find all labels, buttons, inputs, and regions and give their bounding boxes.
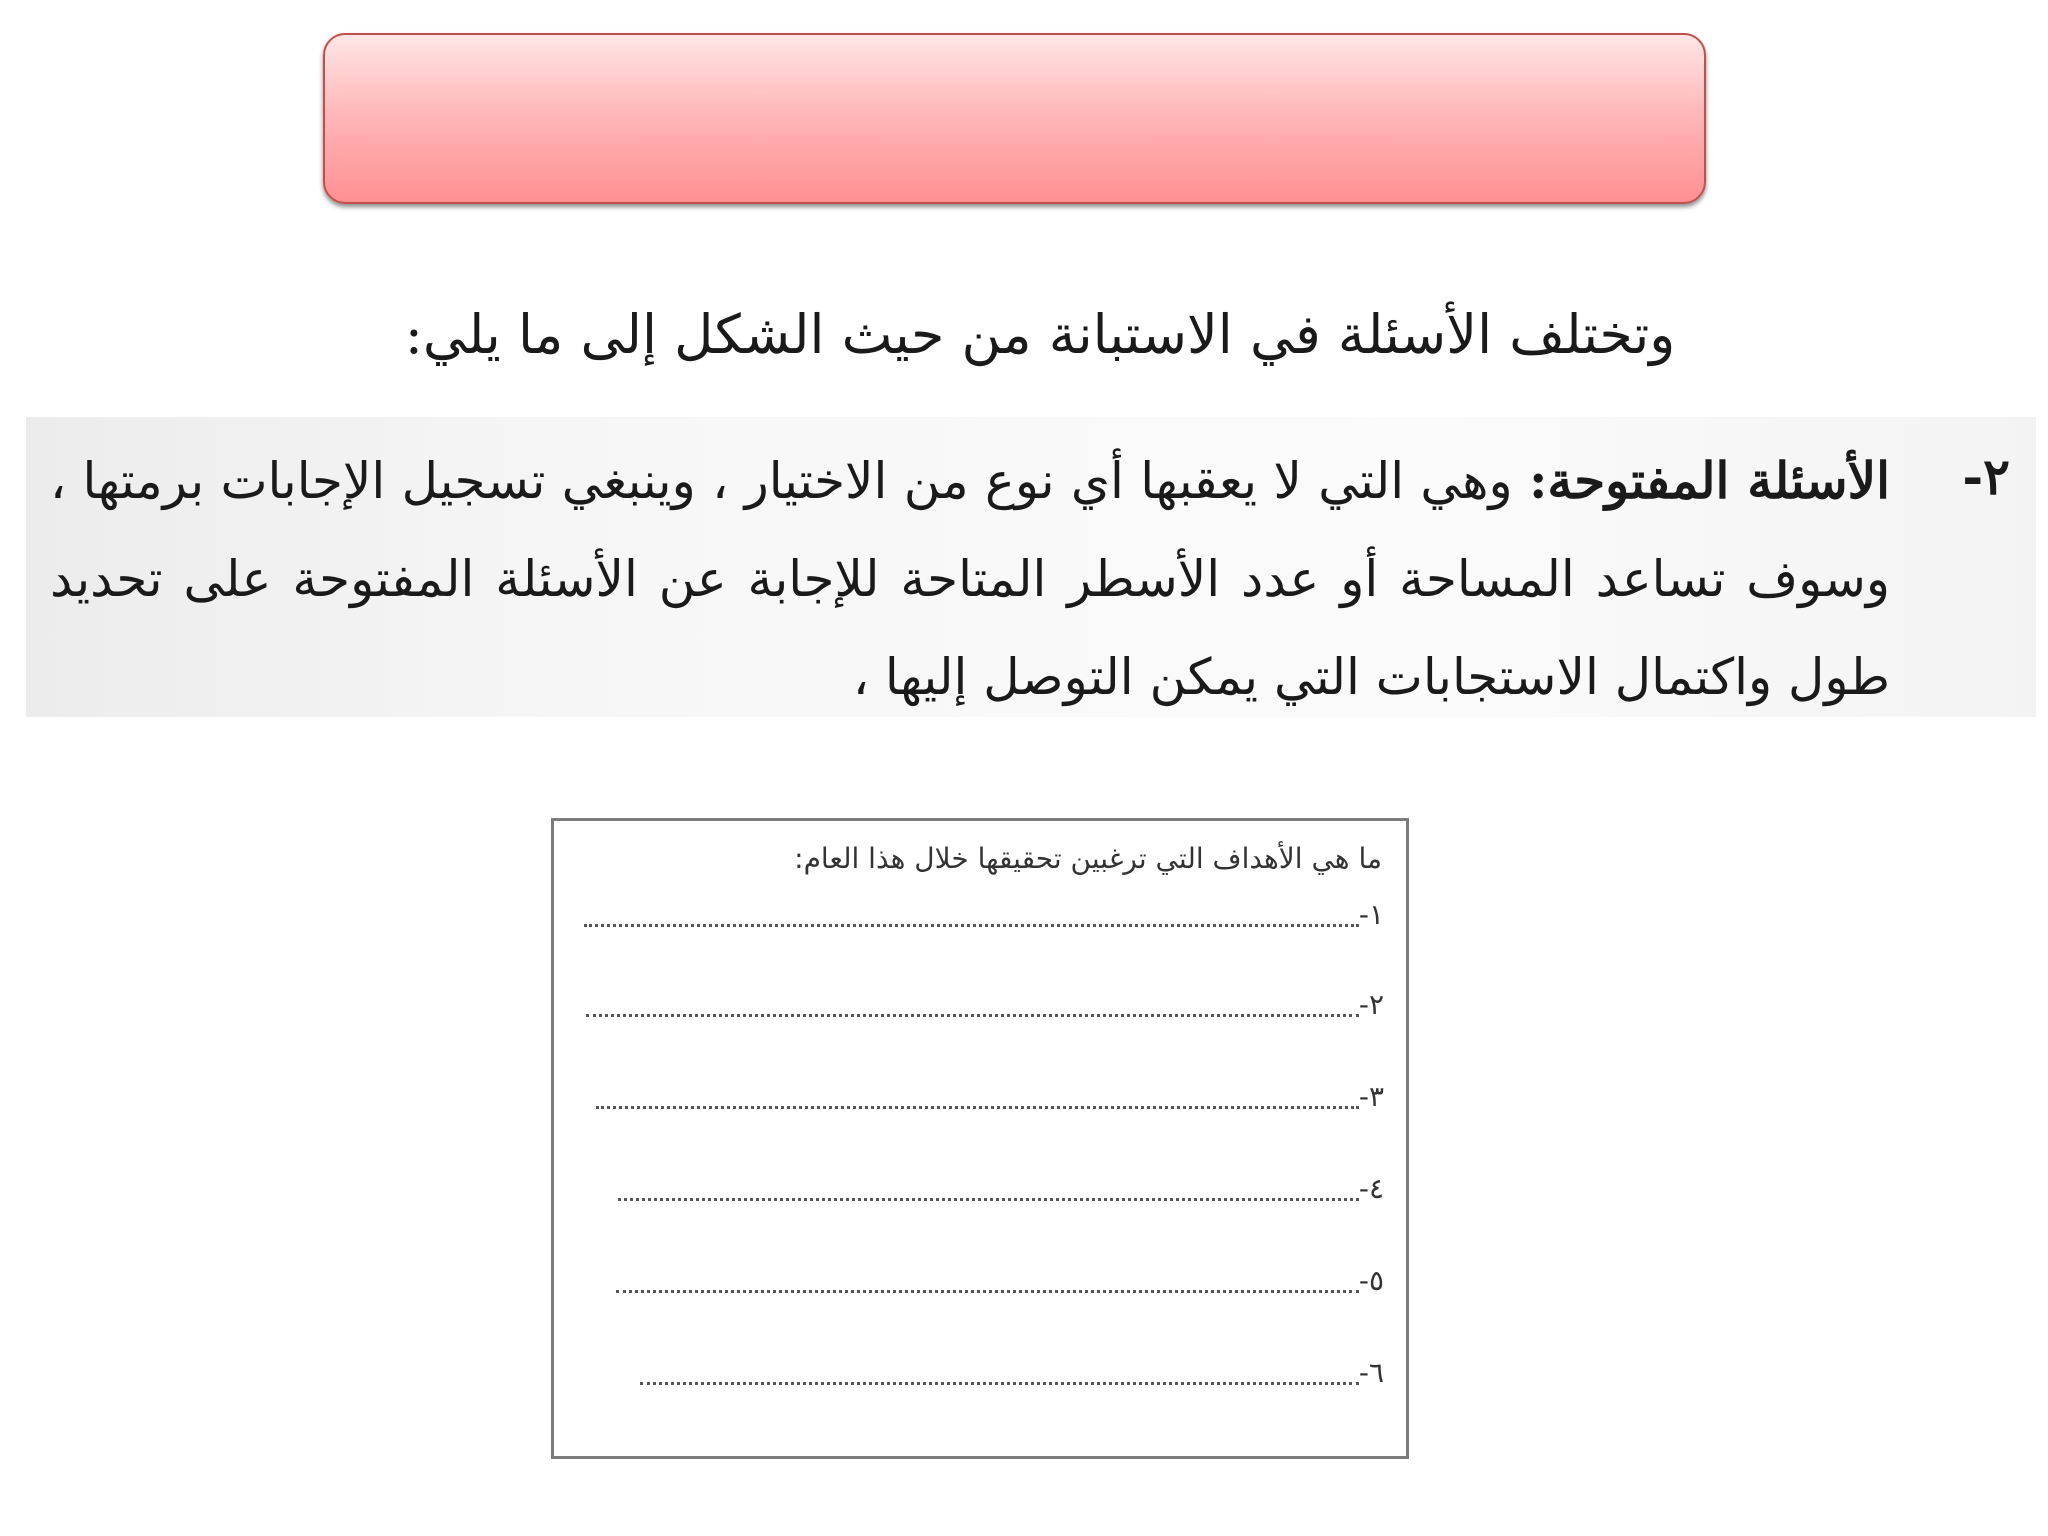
answer-line — [616, 1261, 1384, 1301]
intro-heading: وتختلف الأسئلة في الاستبانة من حيث الشكل إلى ما يلي: — [404, 303, 1676, 366]
open-questions-paragraph — [50, 432, 1890, 726]
answer-line — [596, 1077, 1384, 1117]
answer-dotted-line — [618, 1198, 1359, 1201]
answer-dotted-line — [596, 1106, 1359, 1109]
answer-line — [640, 1353, 1384, 1393]
item-term: الأسئلة المفتوحة: — [1528, 451, 1890, 510]
title-banner — [323, 33, 1706, 204]
sample-question-box — [551, 818, 1409, 1459]
item-number: ٢- — [1962, 447, 2010, 506]
answer-line-number: ٣- — [1358, 1080, 1384, 1113]
answer-line-number: ٥- — [1358, 1264, 1384, 1297]
answer-line — [586, 985, 1384, 1025]
answer-dotted-line — [584, 924, 1359, 927]
answer-line — [584, 895, 1384, 935]
sample-question-text: ما هي الأهداف التي ترغبين تحقيقها خلال هذا العام: — [794, 842, 1382, 875]
answer-line-number: ٤- — [1358, 1172, 1384, 1205]
answer-line-number: ٦- — [1358, 1356, 1384, 1389]
item-description: وهي التي لا يعقبها أي نوع من الاختيار ، وينبغي تسجيل الإجابات برمتها ، وسوف تساعد المساحة أو عدد الأسطر المتاحة للإجابة عن الأسئلة المفتوحة على تحديد طول واكتمال الاستجابات التي يمكن التوصل إليها ، — [50, 452, 1890, 706]
answer-line — [618, 1169, 1384, 1209]
answer-line-number: ١- — [1358, 898, 1384, 931]
answer-dotted-line — [586, 1014, 1359, 1017]
answer-line-number: ٢- — [1358, 988, 1384, 1021]
answer-dotted-line — [640, 1382, 1359, 1385]
answer-dotted-line — [616, 1290, 1359, 1293]
